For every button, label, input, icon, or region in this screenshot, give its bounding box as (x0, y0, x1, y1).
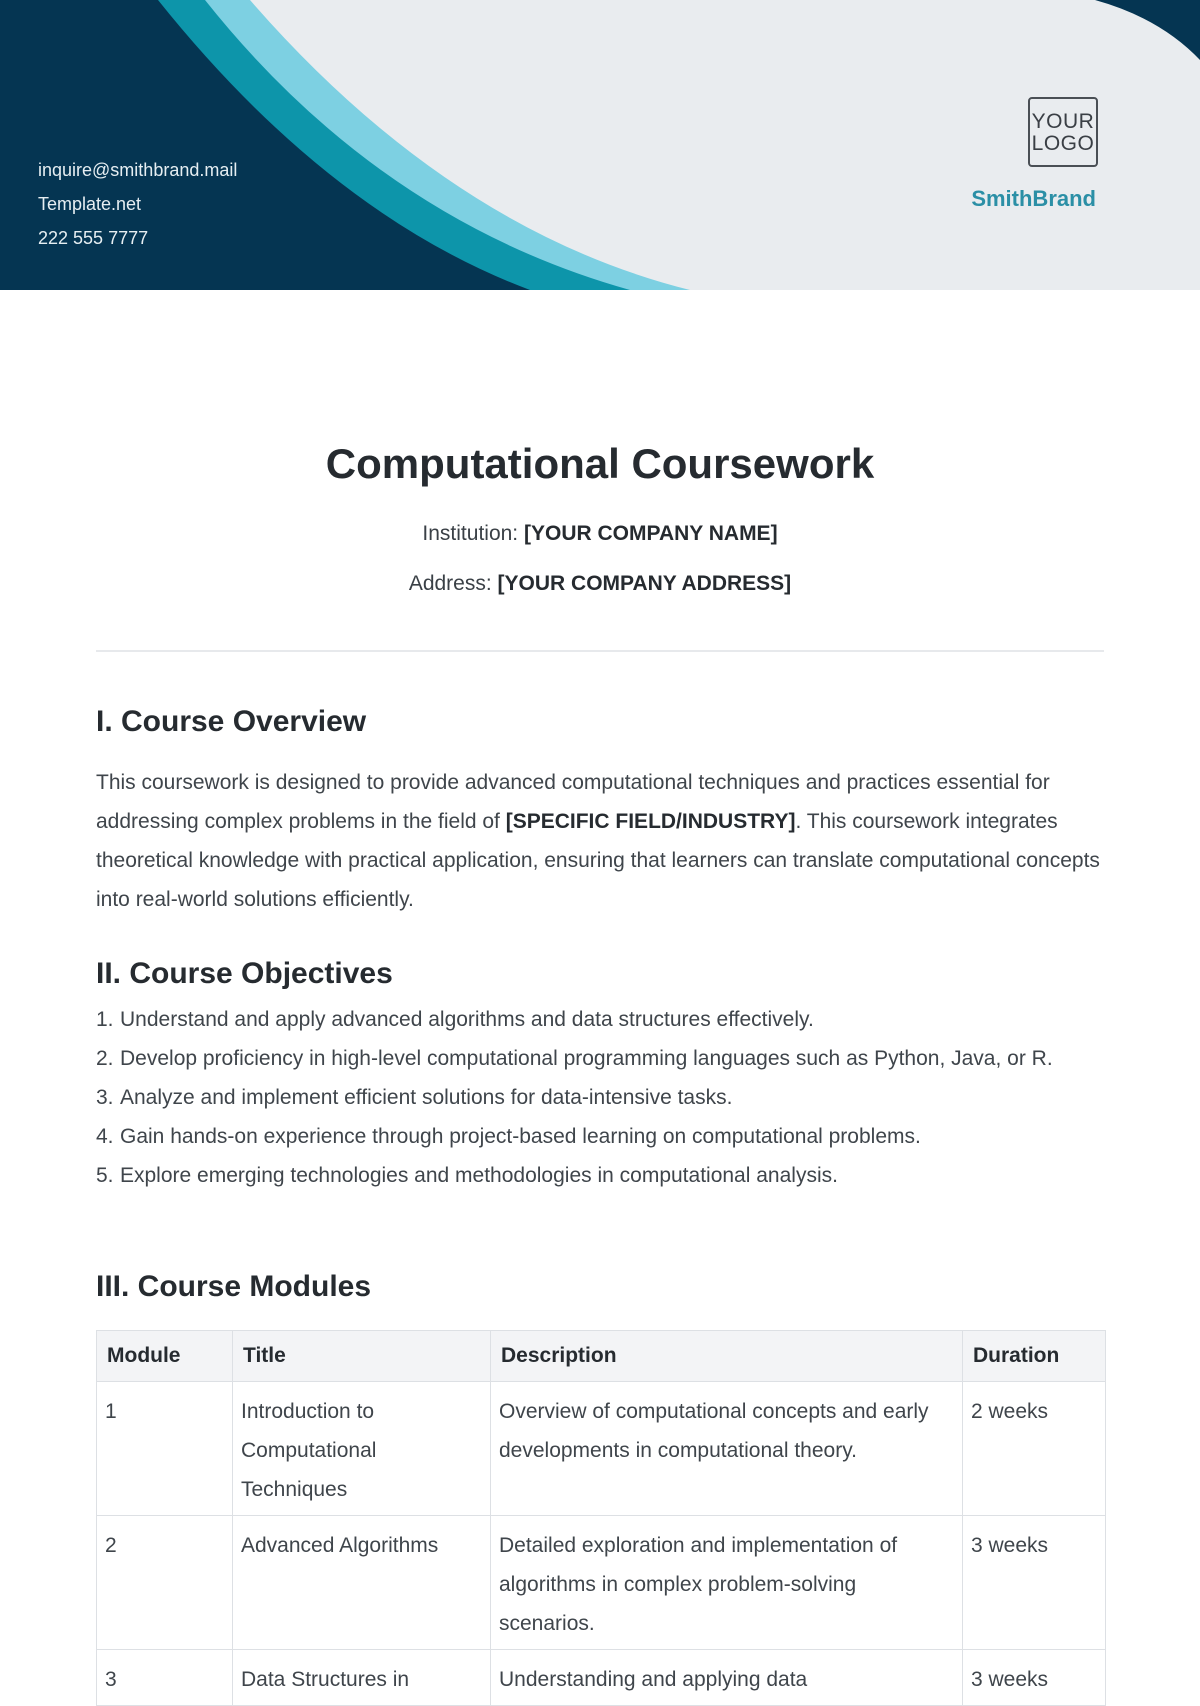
document-title: Computational Coursework (325, 440, 875, 487)
list-item (96, 1000, 1106, 1039)
brand-name: SmithBrand (971, 186, 1096, 211)
list-item-number: 4. (96, 1125, 114, 1148)
list-item-text: Understand and apply advanced algorithms and data structures effectively. (120, 1008, 814, 1031)
contact-website: Template.net (38, 194, 142, 214)
list-item (96, 1117, 1106, 1156)
institution-value: [YOUR COMPANY NAME] (524, 522, 778, 545)
list-item-text: Develop proficiency in high-level computational programming languages such as Python, Java, or R. (120, 1047, 1053, 1070)
list-item-text: Analyze and implement efficient solutions for data-intensive tasks. (120, 1086, 733, 1109)
column-header-module: Module (97, 1331, 233, 1382)
list-item (96, 1078, 1106, 1117)
institution-line (0, 522, 1200, 546)
divider (96, 650, 1104, 652)
cell-description: Overview of computational concepts and early developments in computational theory. (491, 1382, 963, 1516)
list-item-text: Explore emerging technologies and methodologies in computational analysis. (120, 1164, 838, 1187)
objectives-heading: II. Course Objectives (96, 957, 393, 990)
column-header-title: Title (233, 1331, 491, 1382)
cell-description: Detailed exploration and implementation of algorithms in complex problem-solving scenarios. (491, 1516, 963, 1650)
cell-duration: 2 weeks (963, 1382, 1106, 1516)
table-row (97, 1650, 1106, 1706)
cell-module: 3 (97, 1650, 233, 1706)
cell-title: Data Structures in (233, 1650, 491, 1706)
list-item-number: 3. (96, 1086, 114, 1109)
cell-title: Introduction to Computational Techniques (233, 1382, 491, 1516)
list-item-text: Gain hands-on experience through project-based learning on computational problems. (120, 1125, 921, 1148)
address-line (0, 572, 1200, 596)
contact-email: inquire@smithbrand.mail (38, 160, 238, 180)
list-item-number: 1. (96, 1008, 114, 1031)
modules-heading: III. Course Modules (96, 1270, 372, 1303)
cell-module: 2 (97, 1516, 233, 1650)
objectives-list (96, 1000, 1106, 1195)
list-item (96, 1156, 1106, 1195)
cell-description: Understanding and applying data (491, 1650, 963, 1706)
list-item-number: 5. (96, 1164, 114, 1187)
cell-duration: 3 weeks (963, 1516, 1106, 1650)
cell-title: Advanced Algorithms (233, 1516, 491, 1650)
overview-paragraph (96, 763, 1106, 919)
logo-text: YOUR LOGO (1031, 110, 1095, 155)
table-row (97, 1382, 1106, 1516)
address-value: [YOUR COMPANY ADDRESS] (497, 572, 792, 595)
page-header (0, 0, 1200, 290)
overview-heading: I. Course Overview (96, 705, 367, 738)
cell-duration: 3 weeks (963, 1650, 1106, 1706)
contact-info (38, 153, 237, 255)
overview-text-after: . This coursework integrates theoretical knowledge with practical application, ensuring that learners can translate computational concepts into real-world solutions efficiently. (96, 810, 1100, 911)
contact-phone: 222 555 7777 (38, 228, 149, 248)
logo-placeholder (1028, 97, 1098, 167)
list-item (96, 1039, 1106, 1078)
institution-label: Institution: (422, 522, 519, 545)
overview-text-before: This coursework is designed to provide advanced computational techniques and practices essential for addressing complex problems in the field of (96, 771, 1050, 833)
table-row (97, 1516, 1106, 1650)
column-header-description: Description (491, 1331, 963, 1382)
table-header-row (97, 1331, 1106, 1382)
cell-module: 1 (97, 1382, 233, 1516)
address-label: Address: (408, 572, 492, 595)
column-header-duration: Duration (963, 1331, 1106, 1382)
list-item-number: 2. (96, 1047, 114, 1070)
overview-highlight: [SPECIFIC FIELD/INDUSTRY] (505, 810, 796, 833)
modules-table (96, 1330, 1106, 1706)
